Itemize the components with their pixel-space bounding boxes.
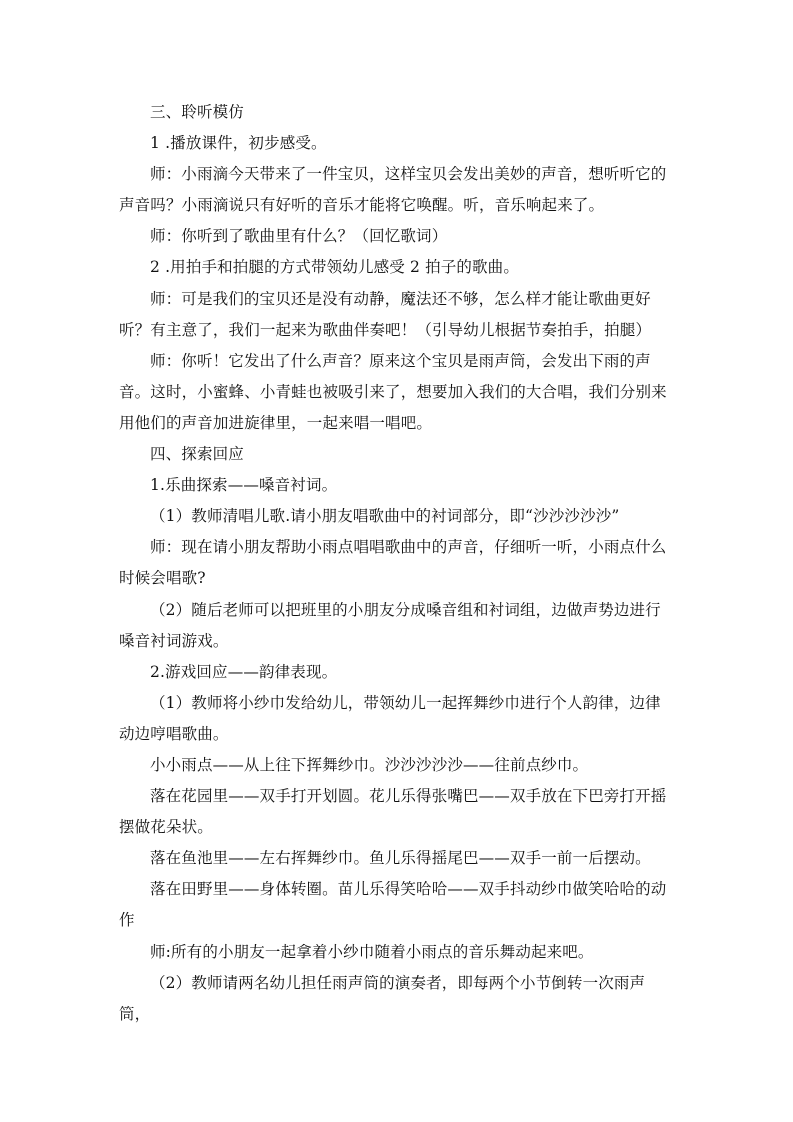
step-play-courseware: 1 .播放课件，初步感受。 bbox=[150, 134, 327, 153]
document-body bbox=[119, 97, 676, 1030]
movement-line: 落在花园里——双手打开划圆。花儿乐得张嘴巴——双手放在下巴旁打开摇摆做花朵状。 bbox=[119, 787, 667, 837]
step-clap-rhythm: 2 .用拍手和拍腿的方式带领幼儿感受 2 拍子的歌曲。 bbox=[150, 258, 519, 277]
teacher-dialogue: 师:所有的小朋友一起拿着小纱巾随着小雨点的音乐舞动起来吧。 bbox=[150, 942, 594, 961]
teacher-dialogue: 师：你听！它发出了什么声音？原来这个宝贝是雨声筒，会发出下雨的声音。这时，小蜜蜂、小青蛙也被吸引来了，想要加入我们的大合唱，我们分别来用他们的声音加进旋律里，一起来唱一唱吧。 bbox=[119, 351, 667, 432]
sub-step-item: （1）教师清唱儿歌.请小朋友唱歌曲中的衬词部分，即“沙沙沙沙沙” bbox=[150, 507, 620, 526]
section-heading-listen-imitate: 三、聆听模仿 bbox=[150, 103, 244, 121]
teacher-dialogue: 师：现在请小朋友帮助小雨点唱唱歌曲中的声音，仔细听一听，小雨点什么时候会唱歌? bbox=[119, 538, 667, 588]
teacher-dialogue: 师：小雨滴今天带来了一件宝贝，这样宝贝会发出美妙的声音，想听听它的声音吗？小雨滴说只有好听的音乐才能将它唤醒。听，音乐响起来了。 bbox=[119, 165, 667, 215]
teacher-dialogue: 师：可是我们的宝贝还是没有动静，魔法还不够，怎么样才能让歌曲更好听？有主意了，我们一起来为歌曲伴奏吧！（引导幼儿根据节奏拍手，拍腿） bbox=[119, 289, 652, 339]
movement-line: 落在鱼池里——左右挥舞纱巾。鱼儿乐得摇尾巴——双手一前一后摆动。 bbox=[150, 849, 651, 868]
sub-step-item: （2）教师请两名幼儿担任雨声筒的演奏者，即每两个小节倒转一次雨声筒， bbox=[119, 973, 646, 1023]
sub-step-item: （1）教师将小纱巾发给幼儿，带领幼儿一起挥舞纱巾进行个人韵律，边律动边哼唱歌曲。 bbox=[119, 693, 661, 743]
movement-line: 落在田野里——身体转圈。苗儿乐得笑哈哈——双手抖动纱巾做笑哈哈的动作 bbox=[119, 880, 667, 930]
sub-step-item: （2）随后老师可以把班里的小朋友分成嗓音组和衬词组，边做声势边进行嗓音衬词游戏。 bbox=[119, 600, 661, 650]
section-heading-explore-respond: 四、探索回应 bbox=[150, 445, 244, 464]
movement-line: 小小雨点——从上往下挥舞纱巾。沙沙沙沙沙——往前点纱巾。 bbox=[150, 755, 589, 774]
step-game-response: 2.游戏回应——韵律表现。 bbox=[150, 662, 338, 681]
step-music-exploration: 1.乐曲探索——嗓音衬词。 bbox=[150, 476, 338, 495]
teacher-question: 师：你听到了歌曲里有什么？（回忆歌词） bbox=[150, 227, 448, 246]
